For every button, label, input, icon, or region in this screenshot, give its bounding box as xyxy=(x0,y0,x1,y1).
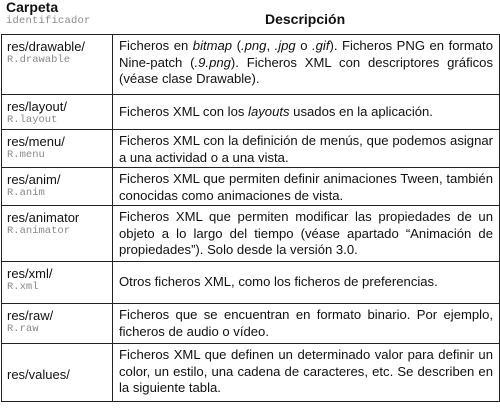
emphasized-text: .jpg xyxy=(274,38,296,53)
column-header-folder-title: Carpeta xyxy=(6,0,59,15)
description-cell xyxy=(113,304,500,344)
table-row xyxy=(2,344,500,402)
description-text: Ficheros XML que permiten modificar las propiedades de un objeto a lo largo del tiempo (véase apartado “Animación de propiedades”). Solo desde la versión 3.0. xyxy=(119,209,493,258)
folder-cell xyxy=(2,95,113,130)
folder-cell xyxy=(2,206,113,262)
description-cell xyxy=(113,168,500,206)
description-cell xyxy=(113,130,500,168)
emphasized-text: .9.png xyxy=(194,54,231,70)
folder-cell xyxy=(2,344,113,402)
description-text: Ficheros que se encuentran en formato binario. Por ejemplo, ficheros de audio o vídeo. xyxy=(119,307,493,339)
resource-id: R.raw xyxy=(7,323,39,335)
folder-name: res/raw/ xyxy=(7,308,54,323)
description-cell xyxy=(113,206,500,262)
folder-name: res/xml/ xyxy=(7,266,53,281)
emphasized-text: bitmap xyxy=(192,38,233,53)
description-text: ). Ficheros PNG en formato Nine-patch ( xyxy=(119,38,493,70)
description-text: Ficheros XML que definen un determinado valor para definir un color, un estilo, una cadena de caracteres, etc. Se describen en la siguiente tabla. xyxy=(119,347,493,396)
resource-id: R.drawable xyxy=(7,54,71,66)
folder-cell xyxy=(2,35,113,95)
description-text: usados en la aplicación. xyxy=(289,103,433,119)
description-text: , xyxy=(266,38,275,53)
emphasized-text: .png xyxy=(240,38,267,53)
emphasized-text: layouts xyxy=(248,103,290,119)
table-row xyxy=(2,262,500,304)
description-text: o xyxy=(295,38,312,53)
description-text: ( xyxy=(232,38,241,53)
folder-name: res/menu/ xyxy=(7,134,65,149)
table-row xyxy=(2,95,500,130)
resource-id: R.menu xyxy=(7,149,45,161)
folder-name: res/anim/ xyxy=(7,172,61,187)
resource-id: R.xml xyxy=(7,281,39,293)
folder-cell xyxy=(2,130,113,168)
resources-table xyxy=(1,34,500,402)
description-text: Ficheros XML con la definición de menús, que podemos asignar a una actividad o a una vista. xyxy=(119,133,493,165)
folder-name: res/layout/ xyxy=(7,99,67,114)
folder-cell xyxy=(2,304,113,344)
description-text: ). Ficheros XML con descriptores gráficos (véase clase Drawable). xyxy=(119,54,493,87)
folder-name: res/values/ xyxy=(7,367,70,382)
description-text: Ficheros XML que permiten definir animaciones Tween, también conocidas como animaciones de vista. xyxy=(119,171,493,203)
emphasized-text: .gif xyxy=(311,38,330,53)
resource-id: R.anim xyxy=(7,187,45,199)
description-text: Otros ficheros XML, como los ficheros de preferencias. xyxy=(119,274,438,290)
folder-name: res/animator xyxy=(7,210,80,225)
column-header-folder-subtitle: identificador xyxy=(6,15,91,27)
folder-name: res/drawable/ xyxy=(7,39,86,54)
folder-cell xyxy=(2,168,113,206)
resource-id: R.layout xyxy=(7,114,58,126)
description-cell xyxy=(113,95,500,130)
table-row xyxy=(2,304,500,344)
description-text: Ficheros en xyxy=(119,38,193,53)
description-cell xyxy=(113,344,500,402)
table-row xyxy=(2,35,500,95)
column-header-description: Descripción xyxy=(265,11,346,27)
table-row xyxy=(2,168,500,206)
description-cell xyxy=(113,262,500,304)
folder-cell xyxy=(2,262,113,304)
column-header-folder xyxy=(6,0,91,27)
table-row xyxy=(2,206,500,262)
description-cell xyxy=(113,35,500,95)
description-text: Ficheros XML con los xyxy=(119,103,249,119)
resource-id: R.animator xyxy=(7,225,71,237)
table-row xyxy=(2,130,500,168)
